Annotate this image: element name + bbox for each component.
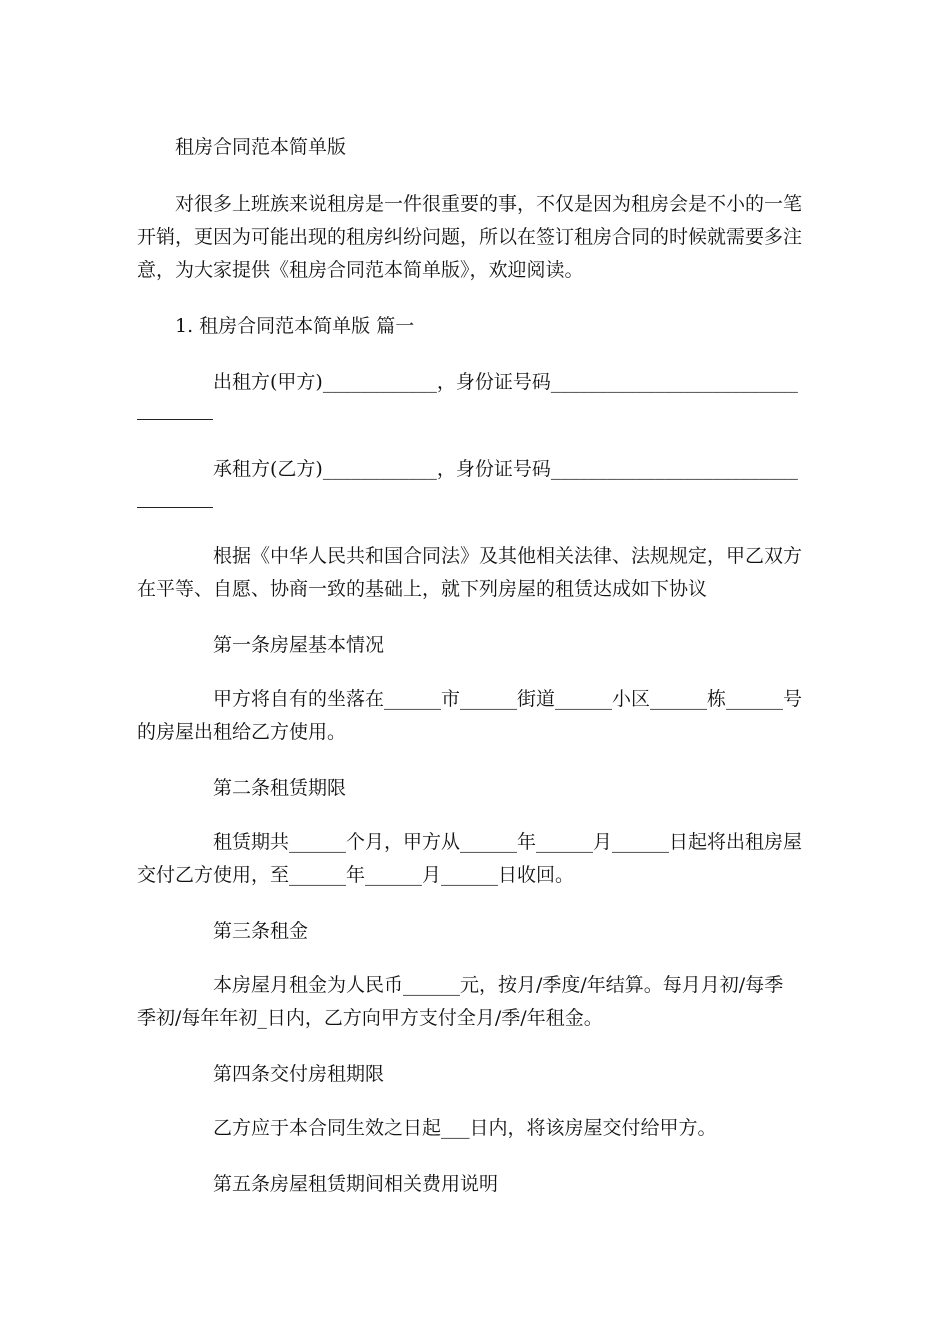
lessee-id-blank-continuation bbox=[137, 507, 213, 508]
article1-title: 第一条房屋基本情况 bbox=[213, 634, 385, 656]
article4-body: 乙方应于本合同生效之日起___日内，将该房屋交付给甲方。 bbox=[213, 1117, 717, 1139]
intro-line-1: 对很多上班族来说租房是一件很重要的事，不仅是因为租房会是不小的一笔 bbox=[175, 193, 803, 215]
article1-line-1: 甲方将自有的坐落在______市______街道______小区______栋______号 bbox=[213, 688, 803, 710]
article4-title: 第四条交付房租期限 bbox=[213, 1063, 385, 1085]
document-title: 租房合同范本简单版 bbox=[175, 136, 347, 158]
article5-title: 第五条房屋租赁期间相关费用说明 bbox=[213, 1173, 499, 1195]
intro-line-3: 意，为大家提供《租房合同范本简单版》，欢迎阅读。 bbox=[137, 259, 584, 281]
section-heading: 1. 租房合同范本简单版 篇一 bbox=[175, 315, 415, 337]
article2-title: 第二条租赁期限 bbox=[213, 777, 347, 799]
lessor-line: 出租方(甲方)____________，身份证号码__________________________ bbox=[213, 371, 798, 393]
lessor-id-blank-continuation bbox=[137, 419, 213, 420]
basis-line-2: 在平等、自愿、协商一致的基础上，就下列房屋的租赁达成如下协议 bbox=[137, 578, 708, 600]
article3-title: 第三条租金 bbox=[213, 920, 309, 942]
article3-line-2: 季初/每年年初_日内，乙方向甲方支付全月/季/年租金。 bbox=[137, 1007, 603, 1029]
article2-line-1: 租赁期共______个月，甲方从______年______月______日起将出租房屋 bbox=[213, 831, 803, 853]
lessee-line: 承租方(乙方)____________，身份证号码__________________________ bbox=[213, 458, 798, 480]
basis-line-1: 根据《中华人民共和国合同法》及其他相关法律、法规规定，甲乙双方 bbox=[213, 545, 803, 567]
intro-line-2: 开销，更因为可能出现的租房纠纷问题，所以在签订租房合同的时候就需要多注 bbox=[137, 226, 803, 248]
article2-line-2: 交付乙方使用，至______年______月______日收回。 bbox=[137, 864, 575, 886]
article1-line-2: 的房屋出租给乙方使用。 bbox=[137, 721, 347, 743]
article3-line-1: 本房屋月租金为人民币______元，按月/季度/年结算。每月月初/每季 bbox=[213, 974, 784, 996]
